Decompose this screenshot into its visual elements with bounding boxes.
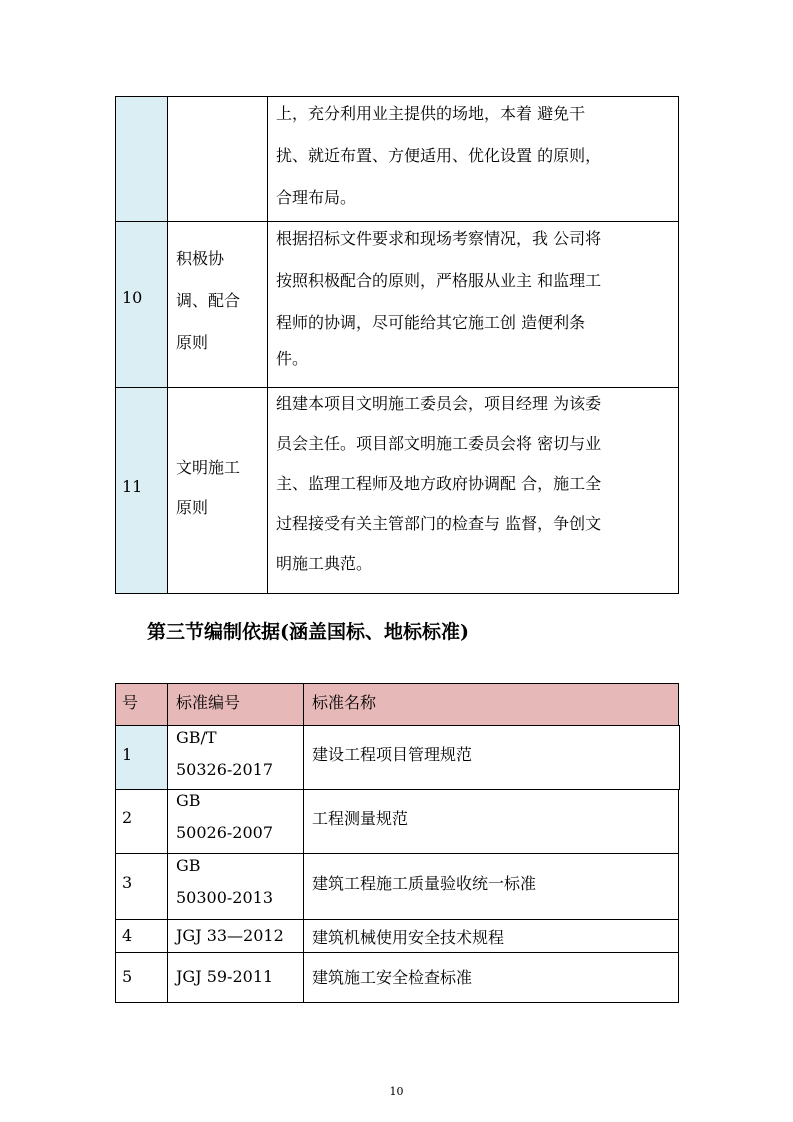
code-line: GB <box>176 791 201 810</box>
principle-desc-cell <box>267 387 679 594</box>
code-line: GB <box>176 856 201 875</box>
code-cell <box>167 952 304 1003</box>
desc-line: 明施工典范。 <box>276 554 373 573</box>
row-number-cell <box>115 387 168 594</box>
standard-name: 建筑机械使用安全技术规程 <box>312 928 505 947</box>
row-number: 10 <box>122 288 143 307</box>
row-number-cell <box>115 725 168 790</box>
section-heading: 第三节编制依据(涵盖国标、地标标准) <box>147 621 469 643</box>
row-number: 11 <box>122 477 143 496</box>
standard-name: 建筑施工安全检查标准 <box>312 968 473 987</box>
standard-name: 建设工程项目管理规范 <box>312 745 473 764</box>
row-number: 1 <box>122 745 133 764</box>
code-line: 50026-2007 <box>176 823 274 842</box>
desc-line: 组建本项目文明施工委员会，项目经理 为该委 <box>276 394 602 413</box>
row-number-cell <box>115 952 168 1003</box>
code-line: 50300-2013 <box>176 888 274 907</box>
principle-desc-cell <box>267 96 679 222</box>
page-number: 10 <box>389 1085 404 1098</box>
desc-line: 扰、就近布置、方便适用、优化设置 的原则， <box>276 146 602 165</box>
desc-line: 件。 <box>276 349 309 368</box>
principle-name-cell <box>167 387 268 594</box>
name-line: 积极协 <box>176 249 225 268</box>
code-line: JGJ 59-2011 <box>176 967 274 986</box>
standard-name-cell <box>303 725 680 790</box>
desc-line: 员会主任。项目部文明施工委员会将 密切与业 <box>276 434 602 453</box>
header-label: 标准编号 <box>176 693 241 712</box>
standard-name-cell <box>303 952 679 1003</box>
row-number: 2 <box>122 808 133 827</box>
desc-line: 上，充分利用业主提供的场地，本着 避免干 <box>276 104 586 123</box>
standard-name-cell <box>303 919 679 953</box>
header-name <box>303 683 679 726</box>
row-number-cell <box>115 919 168 953</box>
row-number: 4 <box>122 926 133 945</box>
name-line: 原则 <box>176 498 209 517</box>
standard-name-cell <box>303 789 679 854</box>
principle-name-cell <box>167 96 268 222</box>
desc-line: 程师的协调，尽可能给其它施工创 造便利条 <box>276 313 586 332</box>
standard-name: 建筑工程施工质量验收统一标准 <box>312 874 537 893</box>
header-label: 标准名称 <box>312 693 377 712</box>
header-label: 号 <box>122 693 139 712</box>
row-number-cell <box>115 96 168 222</box>
desc-line: 合理布局。 <box>276 188 357 207</box>
row-number: 3 <box>122 873 133 892</box>
desc-line: 主、监理工程师及地方政府协调配 合，施工全 <box>276 474 602 493</box>
desc-line: 根据招标文件要求和现场考察情况，我 公司将 <box>276 229 602 248</box>
header-number <box>115 683 168 726</box>
code-line: GB/T <box>176 728 217 747</box>
code-cell <box>167 789 304 854</box>
row-number-cell <box>115 221 168 388</box>
code-line: 50326-2017 <box>176 760 274 779</box>
name-line: 原则 <box>176 333 209 352</box>
desc-line: 按照积极配合的原则，严格服从业主 和监理工 <box>276 271 602 290</box>
row-number-cell <box>115 853 168 920</box>
row-number-cell <box>115 789 168 854</box>
row-number: 5 <box>122 967 133 986</box>
header-code <box>167 683 304 726</box>
desc-line: 过程接受有关主管部门的检查与 监督，争创文 <box>276 514 602 533</box>
code-cell <box>167 853 304 920</box>
name-line: 调、配合 <box>176 291 241 310</box>
principle-name-cell <box>167 221 268 388</box>
name-line: 文明施工 <box>176 458 241 477</box>
standard-name-cell <box>303 853 679 920</box>
code-cell <box>167 919 304 953</box>
principle-desc-cell <box>267 221 679 388</box>
standard-name: 工程测量规范 <box>312 809 409 828</box>
code-line: JGJ 33—2012 <box>176 926 284 945</box>
code-cell <box>167 725 304 790</box>
